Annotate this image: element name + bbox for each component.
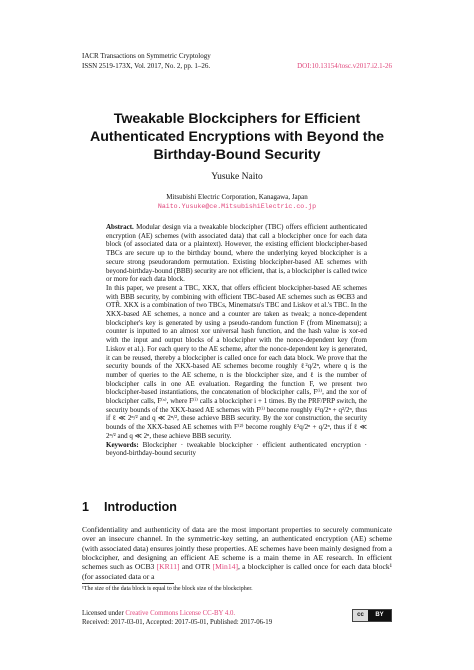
intro-text-a: Confidentiality and authenticity of data are the most important properties to securely communicate over an insecure channel. In the symmetric-key setting, an authenticated encryption (AE) scheme (with associated data) ensures jointly these properties. AE schemes have been mainly designed from a blockcipher, and designing an efficient AE scheme is a main theme in AE research. In efficient schemes such as OCB3 xyxy=(82,525,392,572)
keywords-label: Keywords: xyxy=(106,440,139,449)
by-icon: BY xyxy=(368,610,391,621)
cc-by-badge[interactable] xyxy=(352,609,392,622)
doi-link[interactable]: DOI:10.13154/tosc.v2017.i2.1-26 xyxy=(297,61,392,70)
cc-icon: cc xyxy=(353,610,368,621)
keywords xyxy=(106,441,367,458)
issn-line: ISSN 2519-173X, Vol. 2017, No. 2, pp. 1–26. xyxy=(82,61,211,70)
journal-info xyxy=(82,52,211,71)
author-affiliation: Mitsubishi Electric Corporation, Kanagawa, Japan xyxy=(166,193,308,201)
section-title: Introduction xyxy=(104,500,177,514)
keywords-text: Blockcipher · tweakable blockcipher · efficient authenticated encryption · beyond-birthday-bound security xyxy=(106,440,367,458)
author-name: Yusuke Naito xyxy=(211,172,263,182)
title-line-2: Authenticated Encryptions with Beyond the xyxy=(89,129,385,145)
intro-paragraph xyxy=(82,525,392,581)
abstract-paragraph-2: In this paper, we present a TBC, XKX, that offers efficient blockcipher-based AE schemes with BBB security, by combining with efficient TBC-based AE schemes such as ΘCB3 and OTR̃. XKX is a combination of two TBCs, Minematsu's TBC and Liskov et al.'s TBC. In the XKX-based AE schemes, a nonce and a counter are taken as tweak; a nonce-dependent blockcipher's key is generated by using a pseudo-random function F (from Minematsu); a counter is inputted to an almost xor universal hash function, and the hash value is xor-ed with the input and output blocks of a blockcipher with the nonce-dependent key (from Liskov et al.). For each query to the AE scheme, after the nonce-dependent key is generated, it can be reused, thereby a blockcipher is called once for each data block. We prove that the security bounds of the XKX-based AE schemes become roughly ℓ²q/2ⁿ, where q is the number of queries to the AE scheme, n is the blockcipher size, and ℓ is the number of blockcipher calls in one AE evaluation. Regarding the function F, we present two blockcipher-based instantiations, the concatenation of blockcipher calls, F⁽ⁱ⁾, and the xor of blockcipher calls, F⁽ˣ⁾, where F⁽ⁱ⁾ calls a blockcipher i + 1 times. By the PRF/PRP switch, the security bounds of the XKX-based AE schemes with F⁽ⁱ⁾ become roughly ℓ²q/2ⁿ + q²/2ⁿ, thus if ℓ ≪ 2ⁿ/² and q ≪ 2ⁿ/², these achieve BBB security. By the xor construction, the security bounds of the XKX-based AE schemes with F⁽²⁾ become roughly ℓ²q/2ⁿ + q/2ⁿ, thus if ℓ ≪ 2ⁿ/² and q ≪ 2ⁿ, these achieve BBB security. xyxy=(106,283,367,440)
footnote: ¹The size of the data block is equal to the block size of the blockcipher. xyxy=(82,586,253,592)
citation-kr11-link[interactable]: [KR11] xyxy=(156,562,180,572)
intro-text-b: and OTR xyxy=(179,562,213,572)
introduction-text xyxy=(82,525,392,581)
footnote-divider xyxy=(82,583,174,584)
license-link[interactable]: Creative Commons License CC-BY 4.0. xyxy=(125,610,236,617)
title-line-3: Birthday-Bound Security xyxy=(153,147,321,163)
page-footer xyxy=(82,609,392,627)
title-line-1: Tweakable Blockciphers for Efficient xyxy=(113,111,361,127)
abstract-label: Abstract. xyxy=(106,223,134,231)
license-line xyxy=(82,609,392,618)
citation-min14-link[interactable]: [Min14] xyxy=(212,562,238,572)
publication-dates: Received: 2017-03-01, Accepted: 2017-05-01, Published: 2017-06-19 xyxy=(82,619,273,626)
abstract-paragraph-1 xyxy=(106,223,367,284)
section-heading xyxy=(82,500,177,514)
author-email-link[interactable]: Naito.Yusuke@ce.MitsubishiElectric.co.jp xyxy=(157,203,317,210)
journal-name: IACR Transactions on Symmetric Cryptology xyxy=(82,52,211,60)
abstract-text-1: Modular design via a tweakable blockcipher (TBC) offers efficient authenticated encryption (AE) schemes (with associated data) that call a blockcipher once for each data block (of associated data or a plaintext). However, the existing efficient blockcipher-based TBCs are secure up to the birthday bound, where the underlying keyed blockcipher is a secure strong pseudorandom permutation. Existing blockcipher-based AE schemes with beyond-birthday-bound (BBB) security are not efficient, that is, a blockcipher is called twice or more for each data block. xyxy=(106,223,368,284)
paper-title xyxy=(60,110,414,164)
abstract xyxy=(106,223,367,458)
intro-text-c: , a blockcipher is called once for each data block¹ (for associated data or a xyxy=(82,562,392,581)
section-number: 1 xyxy=(82,500,89,514)
license-prefix: Licensed under xyxy=(82,610,126,617)
